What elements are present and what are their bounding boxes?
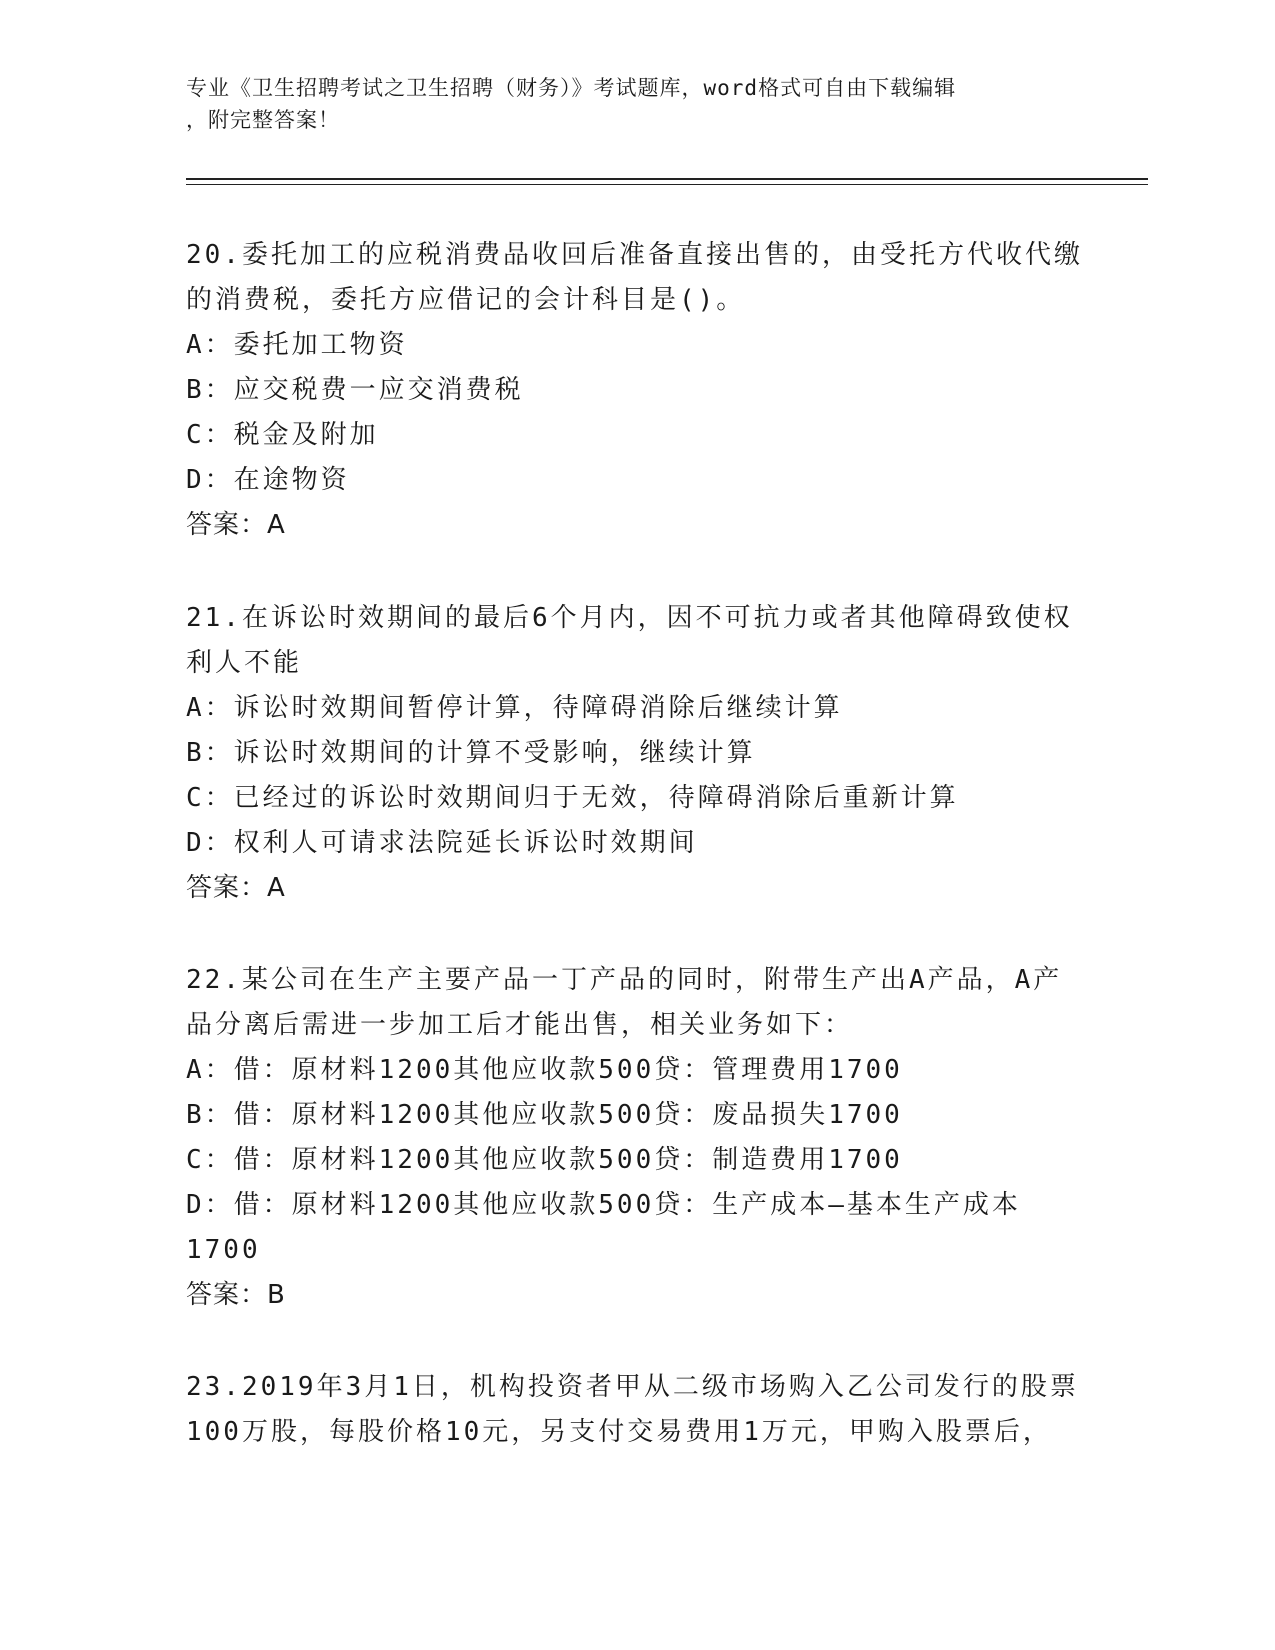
question-stem-line: 21.在诉讼时效期间的最后6个月内，因不可抗力或者其他障碍致使权	[186, 603, 1073, 633]
question-stem-line: 22.某公司在生产主要产品一丁产品的同时，附带生产出A产品，A产	[186, 965, 1063, 995]
question-20	[186, 233, 1086, 548]
option-b: B：借：原材料1200其他应收款500贷：废品损失1700	[186, 1100, 903, 1130]
option-c: C：已经过的诉讼时效期间归于无效，待障碍消除后重新计算	[186, 783, 959, 813]
option-d-continuation: 1700	[186, 1235, 261, 1265]
question-22	[186, 958, 1086, 1318]
question-stem-line: 100万股，每股价格10元，另支付交易费用1万元，甲购入股票后，	[186, 1417, 1052, 1447]
question-stem-line: 利人不能	[186, 648, 303, 678]
option-c: C：税金及附加	[186, 420, 379, 450]
header-line-1: 专业《卫生招聘考试之卫生招聘（财务）》考试题库，word格式可自由下载编辑	[186, 76, 957, 100]
header-line-2: ，附完整答案！	[186, 108, 340, 132]
option-a: A：借：原材料1200其他应收款500贷：管理费用1700	[186, 1055, 903, 1085]
question-stem-line: 的消费税，委托方应借记的会计科目是()。	[186, 285, 746, 315]
option-d: D：在途物资	[186, 465, 350, 495]
option-a: A：诉讼时效期间暂停计算，待障碍消除后继续计算	[186, 693, 843, 723]
question-stem-line: 20.委托加工的应税消费品收回后准备直接出售的，由受托方代收代缴	[186, 240, 1083, 270]
question-23	[186, 1365, 1086, 1455]
answer-line: 答案：B	[186, 1280, 286, 1310]
document-header	[186, 72, 1086, 136]
question-stem-line: 品分离后需进一步加工后才能出售，相关业务如下：	[186, 1010, 854, 1040]
answer-line: 答案：A	[186, 510, 286, 540]
question-stem-line: 23.2019年3月1日，机构投资者甲从二级市场购入乙公司发行的股票	[186, 1372, 1079, 1402]
option-b: B：诉讼时效期间的计算不受影响，继续计算	[186, 738, 756, 768]
option-d: D：权利人可请求法院延长诉讼时效期间	[186, 828, 698, 858]
question-21	[186, 596, 1086, 911]
option-c: C：借：原材料1200其他应收款500贷：制造费用1700	[186, 1145, 903, 1175]
option-a: A：委托加工物资	[186, 330, 408, 360]
answer-line: 答案：A	[186, 873, 286, 903]
header-divider-thin	[186, 184, 1148, 185]
option-d: D：借：原材料1200其他应收款500贷：生产成本—基本生产成本	[186, 1190, 1021, 1220]
option-b: B：应交税费一应交消费税	[186, 375, 524, 405]
header-divider-thick	[186, 178, 1148, 180]
